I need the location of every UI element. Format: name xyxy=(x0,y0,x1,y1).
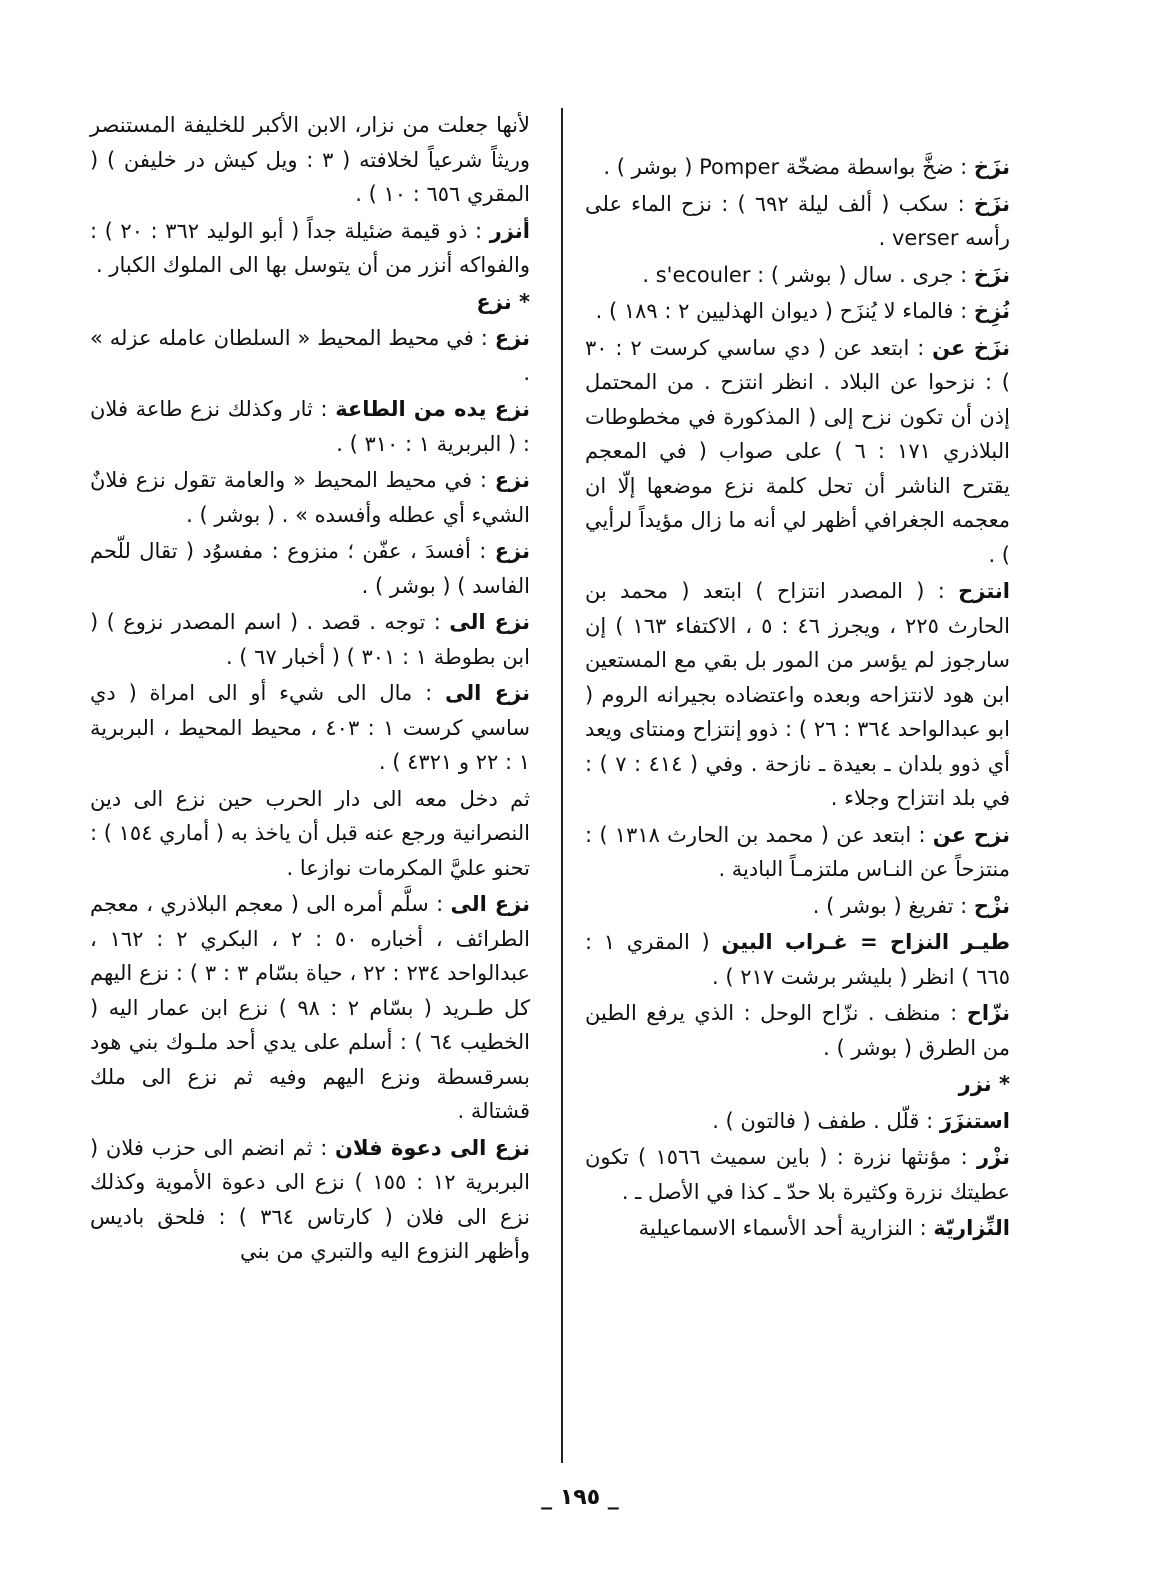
entry-definition: : قلّل . طفف ( فالتون ) . xyxy=(712,1108,934,1133)
column-divider xyxy=(561,108,563,1463)
dictionary-entry xyxy=(585,331,1010,573)
entry-definition: : ثم انضم الى حزب فلان ( البربرية ١٢ : ١٥٥ ) نزع الى دعوة الأموية وكذلك نزع الى فلان ( كارتاس ٣٦٤ ) : فلحق باديس وأظهر النزوع اليه والتبري من بني xyxy=(90,1135,530,1263)
entry-headword: نزع xyxy=(494,468,530,492)
left-column xyxy=(90,108,530,1271)
dictionary-entry xyxy=(90,887,530,1129)
dictionary-entry xyxy=(585,1140,1010,1209)
dictionary-entry xyxy=(585,925,1010,994)
entry-headword: نزّاح xyxy=(966,1001,1010,1025)
root-heading: * نزع xyxy=(476,289,530,314)
entry-headword: نزَخ عن xyxy=(932,335,1010,360)
entry-definition: : تفريغ ( بوشر ) . xyxy=(812,893,968,918)
dictionary-entry xyxy=(90,605,530,674)
entry-definition: : أفسدَ ، عفّن ؛ منزوع : مفسوُد ( تقال للّحم الفاسد ) ( بوشر ) . xyxy=(90,539,530,598)
entry-definition: : سلَّم أمره الى ( معجم البلاذري ، معجم الطرائف ، أخباره ٥٠ : ٢ ، البكري ٢ : ١٦٢ ، عبدالواحد ٢٣٤ : ٢٢ ، حياة بسّام ٣ : ٣ ) : نزع اليهم كل طـريد ( بسّام ٢ : ٩٨ ) نزع ابن عمار اليه ( الخطيب ٦٤ ) : أسلم على يدي أحد ملـوك بني هود بسرقسطة ونزع اليهم وفيه ثم نزع الى ملك قشتالة . xyxy=(90,892,530,1123)
entry-definition: ثم دخل معه الى دار الحرب حين نزع الى دين النصرانية ورجع عنه قبل أن ياخذ به ( أماري ١٥٤ ) : تحنو عليَّ المكرمات نوازعا . xyxy=(90,786,530,880)
entry-headword: نزع xyxy=(494,539,530,563)
entry-definition: : ابتعد عن ( محمد بن الحارث ١٣١٨ ) : منتزحاً عن النـاس ملتزمـاً البادية . xyxy=(585,822,1010,881)
dictionary-entry xyxy=(90,676,530,780)
right-column xyxy=(585,150,1010,1248)
dictionary-entry xyxy=(585,574,1010,816)
entry-definition: : سكب ( ألف ليلة ٦٩٢ ) : نزح الماء على رأسه verser . xyxy=(585,191,1010,250)
page-number: _ ١٩٥ _ xyxy=(541,1485,619,1510)
entry-headword: نزع الى xyxy=(444,681,530,705)
dictionary-entry xyxy=(90,534,530,603)
dictionary-entry xyxy=(90,463,530,532)
dictionary-entry xyxy=(90,214,530,283)
dictionary-entry xyxy=(90,782,530,886)
entry-headword: نزْر xyxy=(976,1145,1010,1169)
entry-headword: نزع xyxy=(494,326,530,350)
entry-definition: : جرى . سال ( بوشر ) : s'ecouler . xyxy=(642,262,968,287)
entry-definition: : في محيط المحيط « السلطان عامله عزله » . xyxy=(90,326,530,385)
dictionary-entry xyxy=(90,392,530,461)
dictionary-entry xyxy=(585,1211,1010,1246)
entry-headword: نزَخ xyxy=(973,191,1010,216)
entry-definition: لأنها جعلت من نزار، الابن الأكبر للخليفة المستنصر وريثاً شرعياً لخلافته ( ٣ : ويل كيش در خليفن ) ( المقري ٦٥٦ : ١٠ ) . xyxy=(90,113,530,206)
entry-definition: : مال الى شيء أو الى امراة ( دي ساسي كرست ١ : ٤٠٣ ، محيط المحيط ، البربرية ١ : ٢٢ و ٤٣٢١ ) . xyxy=(90,681,530,774)
entry-headword: نزْح xyxy=(973,893,1010,918)
entry-definition: : ثار وكذلك نزع طاعة فلان : ( البربرية ١ : ٣١٠ ) . xyxy=(90,397,530,456)
dictionary-entry xyxy=(585,294,1010,329)
entry-definition: : النزارية أحد الأسماء الاسماعيلية xyxy=(638,1216,927,1240)
entry-definition: : ( المصدر انتزاح ) ابتعد ( محمد بن الحارث ٢٢٥ ، ويجرز ٤٦ : ٥ ، الاكتفاء ١٦٣ ) إن سارجوز لم يؤسر من المور بل بقي مع المستعين ابن هود لانتزاحه وبعده واعتضاده بجيرانه الروم ( ابو عبدالواحد ٣٦٤ : ٢٦ ) : ذوو إنتزاح ومنتاى ويعد أي ذوو بلدان ـ بعيدة ـ نازحة . وفي ( ٤١٤ : ٧ ) : في بلد انتزاح وجلاء . xyxy=(585,579,1010,810)
dictionary-entry xyxy=(585,258,1010,293)
entry-headword: نزح عن xyxy=(932,822,1011,847)
entry-headword: طيـر النزاح = غـراب البين xyxy=(721,930,1010,954)
entry-definition: : ابتعد عن ( دي ساسي كرست ٢ : ٣٠ ) : نزحوا عن البلاد . انظر انتزح . من المحتمل إذن أن تكون نزح إلى ( المذكورة في مخطوطات البلاذري ١٧١ : ٦ ) على صواب ( في المعجم يقترح الناشر أن تحل كلمة نزع موضعها إلّا ان معجمه الجغرافي أظهر لي أنه ما زال مؤيداً لرأيي ) . xyxy=(585,335,1010,567)
entry-headword: استنزَرَ xyxy=(939,1108,1010,1133)
entry-definition: : توجه . قصد . ( اسم المصدر نزوع ) ( ابن بطوطة ١ : ٣٠١ ) ( أخبار ٦٧ ) . xyxy=(90,610,530,669)
entry-headword: نزع الى xyxy=(449,610,530,634)
entry-definition: : ذو قيمة ضئيلة جداً ( أبو الوليد ٣٦٢ : ٢٠ ) : والفواكه أنزر من أن يتوسل بها الى الملوك الكبار . xyxy=(90,218,530,277)
entry-headword: نزَخ xyxy=(973,155,1010,179)
dictionary-entry xyxy=(585,150,1010,185)
dictionary-entry xyxy=(585,889,1010,924)
root-heading: * نزر xyxy=(958,1072,1010,1096)
entry-headword: نزَخ xyxy=(973,262,1010,287)
entry-headword: نزع يده من الطاعة xyxy=(335,397,531,421)
dictionary-entry xyxy=(90,108,530,212)
entry-definition: : ضخَّ بواسطة مضخّة Pomper ( بوشر ) . xyxy=(603,155,968,179)
entry-definition: : مؤنثها نزرة : ( باين سميث ١٥٦٦ ) تكون عطيتك نزرة وكثيرة بلا حدّ ـ كذا في الأصل ـ . xyxy=(585,1145,1010,1204)
entry-headword: نزع الى xyxy=(450,892,531,916)
entry-headword: انتزح xyxy=(958,579,1010,603)
entry-headword: النِّزاريّة xyxy=(933,1216,1010,1240)
entry-headword: نُزِخ xyxy=(973,299,1010,323)
dictionary-entry xyxy=(585,818,1010,887)
entry-definition: : منظف . نزّاح الوحل : الذي يرفع الطين من الطرق ( بوشر ) . xyxy=(585,1001,1010,1060)
dictionary-entry xyxy=(585,996,1010,1065)
entry-definition: ( المقري ١ : ٦٦٥ ) انظر ( بليشر برشت ٢١٧ ) . xyxy=(585,930,1010,989)
dictionary-entry xyxy=(90,321,530,390)
entry-headword: نزع الى دعوة فلان xyxy=(335,1135,530,1160)
entry-definition: : فالماء لا يُنزَح ( ديوان الهذليين ٢ : ١٨٩ ) . xyxy=(595,299,968,323)
entry-headword: أنزر xyxy=(489,218,530,243)
entry-definition: : في محيط المحيط « والعامة تقول نزع فلانٌ الشيء أي عطله وأفسده » . ( بوشر ) . xyxy=(90,468,530,527)
dictionary-entry xyxy=(585,187,1010,256)
dictionary-entry xyxy=(90,1131,530,1269)
dictionary-entry xyxy=(585,1104,1010,1139)
